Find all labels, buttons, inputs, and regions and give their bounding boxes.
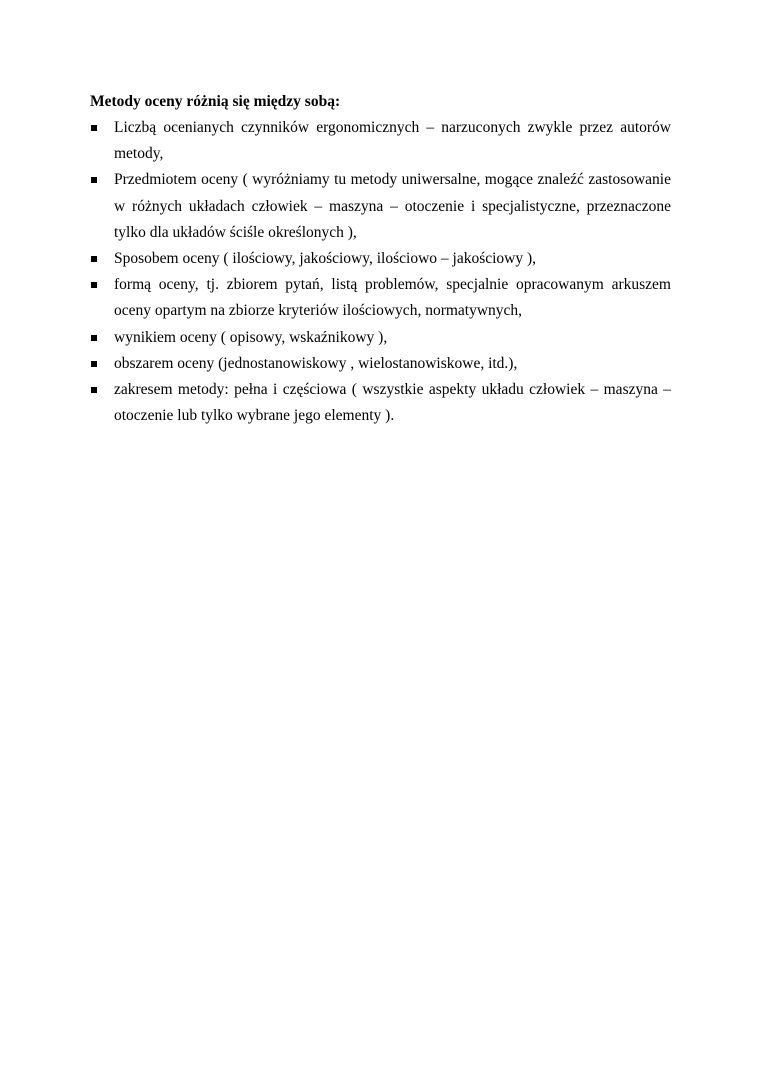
list-item-text: obszarem oceny (jednostanowiskowy , wielostanowiskowe, itd.), bbox=[114, 354, 518, 372]
list-item bbox=[90, 351, 671, 377]
list-item-text: formą oceny, tj. zbiorem pytań, listą problemów, specjalnie opracowanym arkuszem oceny opartym na zbiorze kryteriów ilościowych, normatywnych, bbox=[114, 276, 671, 320]
square-bullet-icon bbox=[91, 256, 97, 262]
square-bullet-icon bbox=[91, 177, 97, 183]
square-bullet-icon bbox=[91, 387, 97, 393]
square-bullet-icon bbox=[91, 361, 97, 367]
list-item bbox=[90, 167, 671, 246]
square-bullet-icon bbox=[91, 282, 97, 288]
list-item bbox=[90, 272, 671, 324]
list-item bbox=[90, 325, 671, 351]
document-content bbox=[90, 89, 671, 429]
square-bullet-icon bbox=[91, 125, 97, 131]
list-item-text: Przedmiotem oceny ( wyróżniamy tu metody uniwersalne, mogące znaleźć zastosowanie w różnych układach człowiek – maszyna – otoczenie i specjalistyczne, przeznaczone tylko dla układów ściśle określonych ), bbox=[114, 171, 671, 241]
list-item-text: Liczbą ocenianych czynników ergonomicznych – narzuconych zwykle przez autorów metody, bbox=[114, 119, 671, 163]
list-item-text: wynikiem oceny ( opisowy, wskaźnikowy ), bbox=[114, 328, 388, 346]
list-item bbox=[90, 377, 671, 429]
list-item-text: zakresem metody: pełna i częściowa ( wszystkie aspekty układu człowiek – maszyna – otoczenie lub tylko wybrane jego elementy ). bbox=[114, 381, 671, 425]
section-heading: Metody oceny różnią się między sobą: bbox=[90, 93, 341, 110]
list-item-text: Sposobem oceny ( ilościowy, jakościowy, ilościowo – jakościowy ), bbox=[114, 250, 537, 268]
bullet-list bbox=[90, 115, 671, 429]
list-item bbox=[90, 246, 671, 272]
list-item bbox=[90, 115, 671, 167]
square-bullet-icon bbox=[91, 335, 97, 341]
